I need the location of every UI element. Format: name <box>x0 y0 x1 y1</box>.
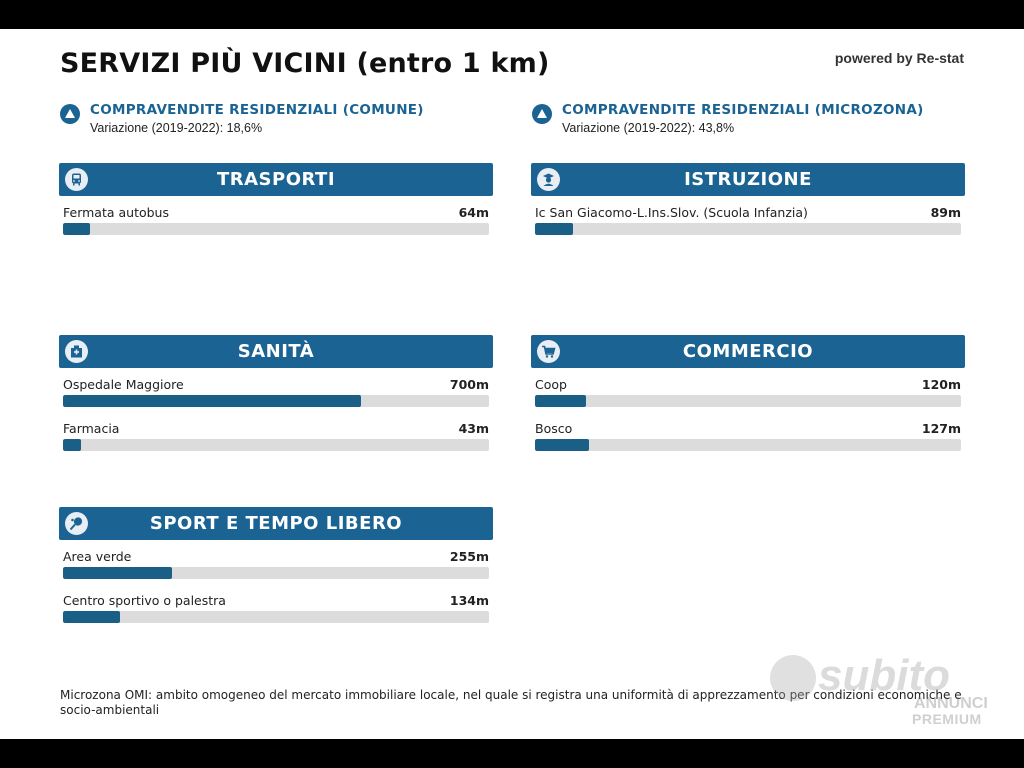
distance-bar <box>63 567 489 579</box>
watermark-line2: PREMIUM <box>912 711 982 727</box>
item-distance: 120m <box>921 377 961 392</box>
distance-bar <box>63 223 489 235</box>
item-distance: 700m <box>449 377 489 392</box>
distance-bar-fill <box>63 439 81 451</box>
item-name: Coop <box>535 377 567 392</box>
distance-bar-fill <box>63 567 172 579</box>
distance-bar <box>63 611 489 623</box>
section-header <box>59 163 493 196</box>
stat-subtitle: Variazione (2019-2022): 43,8% <box>562 121 735 135</box>
section-sanita <box>59 335 493 456</box>
list-item <box>531 412 965 456</box>
distance-bar-fill <box>63 223 90 235</box>
item-distance: 64m <box>458 205 489 220</box>
item-distance: 255m <box>449 549 489 564</box>
section-sport <box>59 507 493 628</box>
item-name: Ic San Giacomo-L.Ins.Slov. (Scuola Infanzia) <box>535 205 808 220</box>
stat-subtitle: Variazione (2019-2022): 18,6% <box>90 121 263 135</box>
distance-bar-fill <box>535 439 589 451</box>
up-triangle-icon <box>532 104 552 124</box>
list-item <box>531 368 965 412</box>
distance-bar-fill <box>63 395 361 407</box>
watermark-logo <box>770 651 1010 731</box>
distance-bar-fill <box>535 223 573 235</box>
distance-bar <box>63 395 489 407</box>
item-distance: 89m <box>930 205 961 220</box>
powered-by-label: powered by Re-stat <box>834 50 964 66</box>
item-name: Farmacia <box>63 421 120 436</box>
item-name: Fermata autobus <box>63 205 169 220</box>
distance-bar <box>535 395 961 407</box>
item-name: Centro sportivo o palestra <box>63 593 226 608</box>
section-istruzione <box>531 163 965 240</box>
section-header <box>59 335 493 368</box>
section-title: TRASPORTI <box>216 169 336 190</box>
watermark-word: subito <box>818 651 950 700</box>
item-name: Ospedale Maggiore <box>63 377 184 392</box>
section-header <box>59 507 493 540</box>
section-header <box>531 163 965 196</box>
section-title: SANITÀ <box>237 341 315 362</box>
distance-bar <box>535 223 961 235</box>
section-title: COMMERCIO <box>682 341 814 362</box>
section-trasporti <box>59 163 493 240</box>
list-item <box>59 540 493 584</box>
list-item <box>59 412 493 456</box>
distance-bar <box>535 439 961 451</box>
section-commercio <box>531 335 965 456</box>
item-distance: 127m <box>921 421 961 436</box>
item-distance: 134m <box>449 593 489 608</box>
stat-title: COMPRAVENDITE RESIDENZIALI (MICROZONA) <box>562 102 924 118</box>
item-name: Area verde <box>63 549 132 564</box>
item-name: Bosco <box>535 421 573 436</box>
item-distance: 43m <box>458 421 489 436</box>
list-item <box>59 584 493 628</box>
services-sheet <box>0 29 1024 739</box>
section-title: SPORT E TEMPO LIBERO <box>149 513 403 534</box>
list-item <box>59 368 493 412</box>
watermark-logo-icon <box>770 655 816 701</box>
up-triangle-icon <box>60 104 80 124</box>
page-title: SERVIZI PIÙ VICINI (entro 1 km) <box>60 48 550 79</box>
distance-bar-fill <box>63 611 120 623</box>
list-item <box>59 196 493 240</box>
section-header <box>531 335 965 368</box>
stat-title: COMPRAVENDITE RESIDENZIALI (COMUNE) <box>90 102 424 118</box>
distance-bar <box>63 439 489 451</box>
list-item <box>531 196 965 240</box>
watermark-line1: ANNUNCI <box>914 695 988 712</box>
section-title: ISTRUZIONE <box>684 169 812 190</box>
distance-bar-fill <box>535 395 586 407</box>
footnote: Microzona OMI: ambito omogeneo del mercato immobiliare locale, nel quale si registra una uniformità di apprezzamento per condizioni economiche e socio-ambientali <box>60 688 962 717</box>
